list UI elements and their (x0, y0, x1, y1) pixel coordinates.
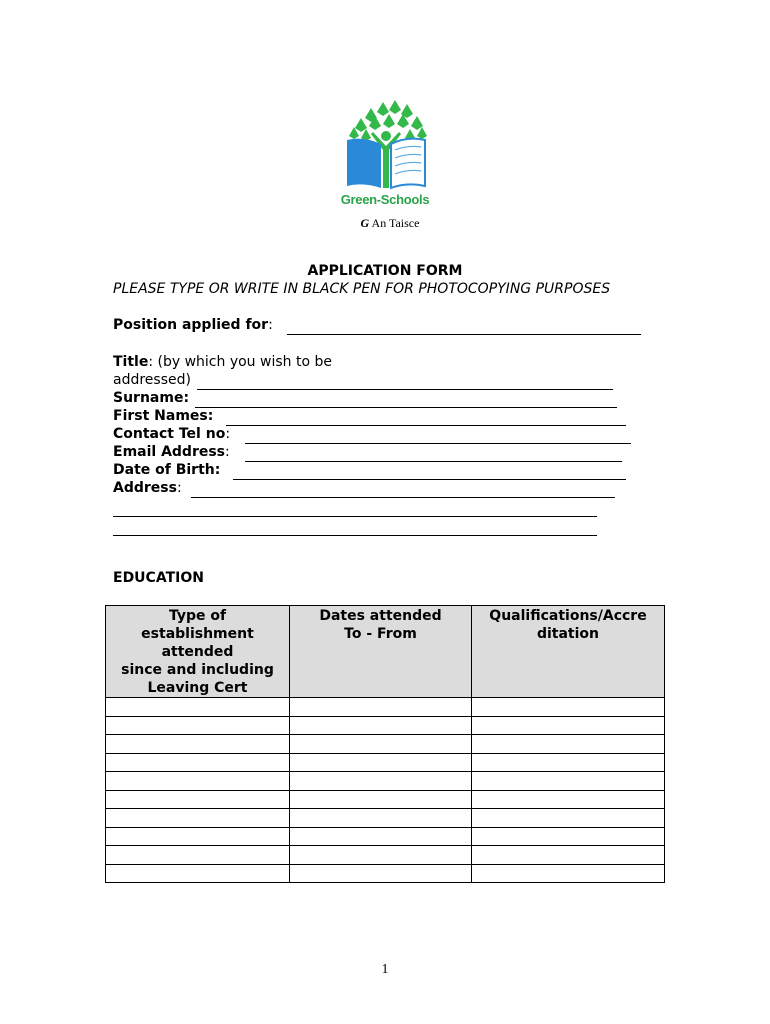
address-label: Address (113, 480, 177, 496)
title-hint-cont: addressed) (113, 372, 191, 388)
table-row (106, 827, 665, 846)
address-field-3[interactable] (113, 518, 597, 536)
email-field[interactable] (245, 444, 622, 462)
green-schools-logo (335, 100, 435, 235)
table-cell[interactable] (106, 864, 290, 883)
first-names-field[interactable] (226, 408, 626, 426)
col-header-line: To - From (344, 626, 417, 642)
page-number: 1 (381, 962, 389, 977)
col-header-line: establishment (141, 626, 254, 642)
table-cell[interactable] (290, 716, 472, 735)
logo-name: Green-Schools (340, 192, 430, 207)
position-field[interactable] (287, 317, 641, 335)
col-header-dates (290, 606, 472, 698)
title-hint: : (by which you wish to be (148, 354, 332, 370)
table-cell[interactable] (472, 753, 665, 772)
table-cell[interactable] (106, 809, 290, 828)
address-field-2[interactable] (113, 499, 597, 517)
table-cell[interactable] (472, 698, 665, 717)
table-cell[interactable] (290, 790, 472, 809)
col-header-line: Leaving Cert (147, 680, 248, 696)
email-colon: : (225, 444, 230, 460)
table-cell[interactable] (290, 809, 472, 828)
table-cell[interactable] (290, 735, 472, 754)
an-taisce-g-icon: G (360, 216, 370, 230)
col-header-line: Dates attended (319, 608, 442, 624)
table-cell[interactable] (472, 827, 665, 846)
table-cell[interactable] (290, 772, 472, 791)
table-row (106, 809, 665, 828)
surname-label: Surname: (113, 390, 190, 406)
position-row (113, 317, 273, 333)
table-row (106, 753, 665, 772)
contact-row (113, 426, 230, 442)
surname-field[interactable] (195, 390, 617, 408)
address-field-1[interactable] (191, 480, 615, 498)
table-row (106, 864, 665, 883)
email-label: Email Address (113, 444, 226, 460)
table-cell[interactable] (290, 827, 472, 846)
title-row (113, 354, 332, 370)
col-header-qualifications (472, 606, 665, 698)
address-row (113, 480, 182, 496)
table-cell[interactable] (290, 864, 472, 883)
tree-book-icon (335, 100, 435, 195)
position-colon: : (268, 317, 273, 333)
contact-colon: : (225, 426, 231, 442)
col-header-line: ditation (536, 626, 600, 642)
address-colon: : (176, 480, 182, 496)
col-header-establishment (106, 606, 290, 698)
logo-sub-label: An Taisce (371, 216, 420, 230)
contact-label: Contact Tel no (113, 426, 226, 442)
col-header-line: attended (161, 644, 234, 660)
title-field[interactable] (197, 372, 613, 390)
logo-subtext (345, 216, 435, 231)
table-cell[interactable] (472, 809, 665, 828)
table-row (106, 735, 665, 754)
table-cell[interactable] (472, 864, 665, 883)
table-row (106, 772, 665, 791)
table-cell[interactable] (290, 846, 472, 865)
table-cell[interactable] (106, 772, 290, 791)
col-header-line: Type of (168, 608, 227, 624)
table-cell[interactable] (290, 698, 472, 717)
table-cell[interactable] (472, 735, 665, 754)
col-header-line: Qualifications/Accre (489, 608, 647, 624)
education-header-row (106, 606, 665, 698)
position-label: Position applied for (113, 317, 269, 333)
table-cell[interactable] (472, 716, 665, 735)
table-cell[interactable] (106, 716, 290, 735)
table-row (106, 846, 665, 865)
education-table (105, 605, 665, 883)
form-title: APPLICATION FORM (307, 263, 463, 279)
table-cell[interactable] (472, 790, 665, 809)
dob-label: Date of Birth: (113, 462, 221, 478)
first-names-label: First Names: (113, 408, 214, 424)
form-subtitle: PLEASE TYPE OR WRITE IN BLACK PEN FOR PHOTOCOPYING PURPOSES (113, 281, 611, 297)
table-cell[interactable] (106, 753, 290, 772)
table-cell[interactable] (472, 772, 665, 791)
table-cell[interactable] (106, 827, 290, 846)
table-cell[interactable] (290, 753, 472, 772)
table-cell[interactable] (106, 735, 290, 754)
education-heading: EDUCATION (113, 570, 204, 586)
table-row (106, 698, 665, 717)
table-row (106, 790, 665, 809)
table-cell[interactable] (106, 790, 290, 809)
contact-field[interactable] (245, 426, 631, 444)
table-row (106, 716, 665, 735)
table-cell[interactable] (106, 846, 290, 865)
title-label: Title (113, 354, 149, 370)
table-cell[interactable] (472, 846, 665, 865)
dob-field[interactable] (233, 462, 626, 480)
email-row (113, 444, 230, 460)
table-cell[interactable] (106, 698, 290, 717)
col-header-line: since and including (121, 662, 274, 678)
